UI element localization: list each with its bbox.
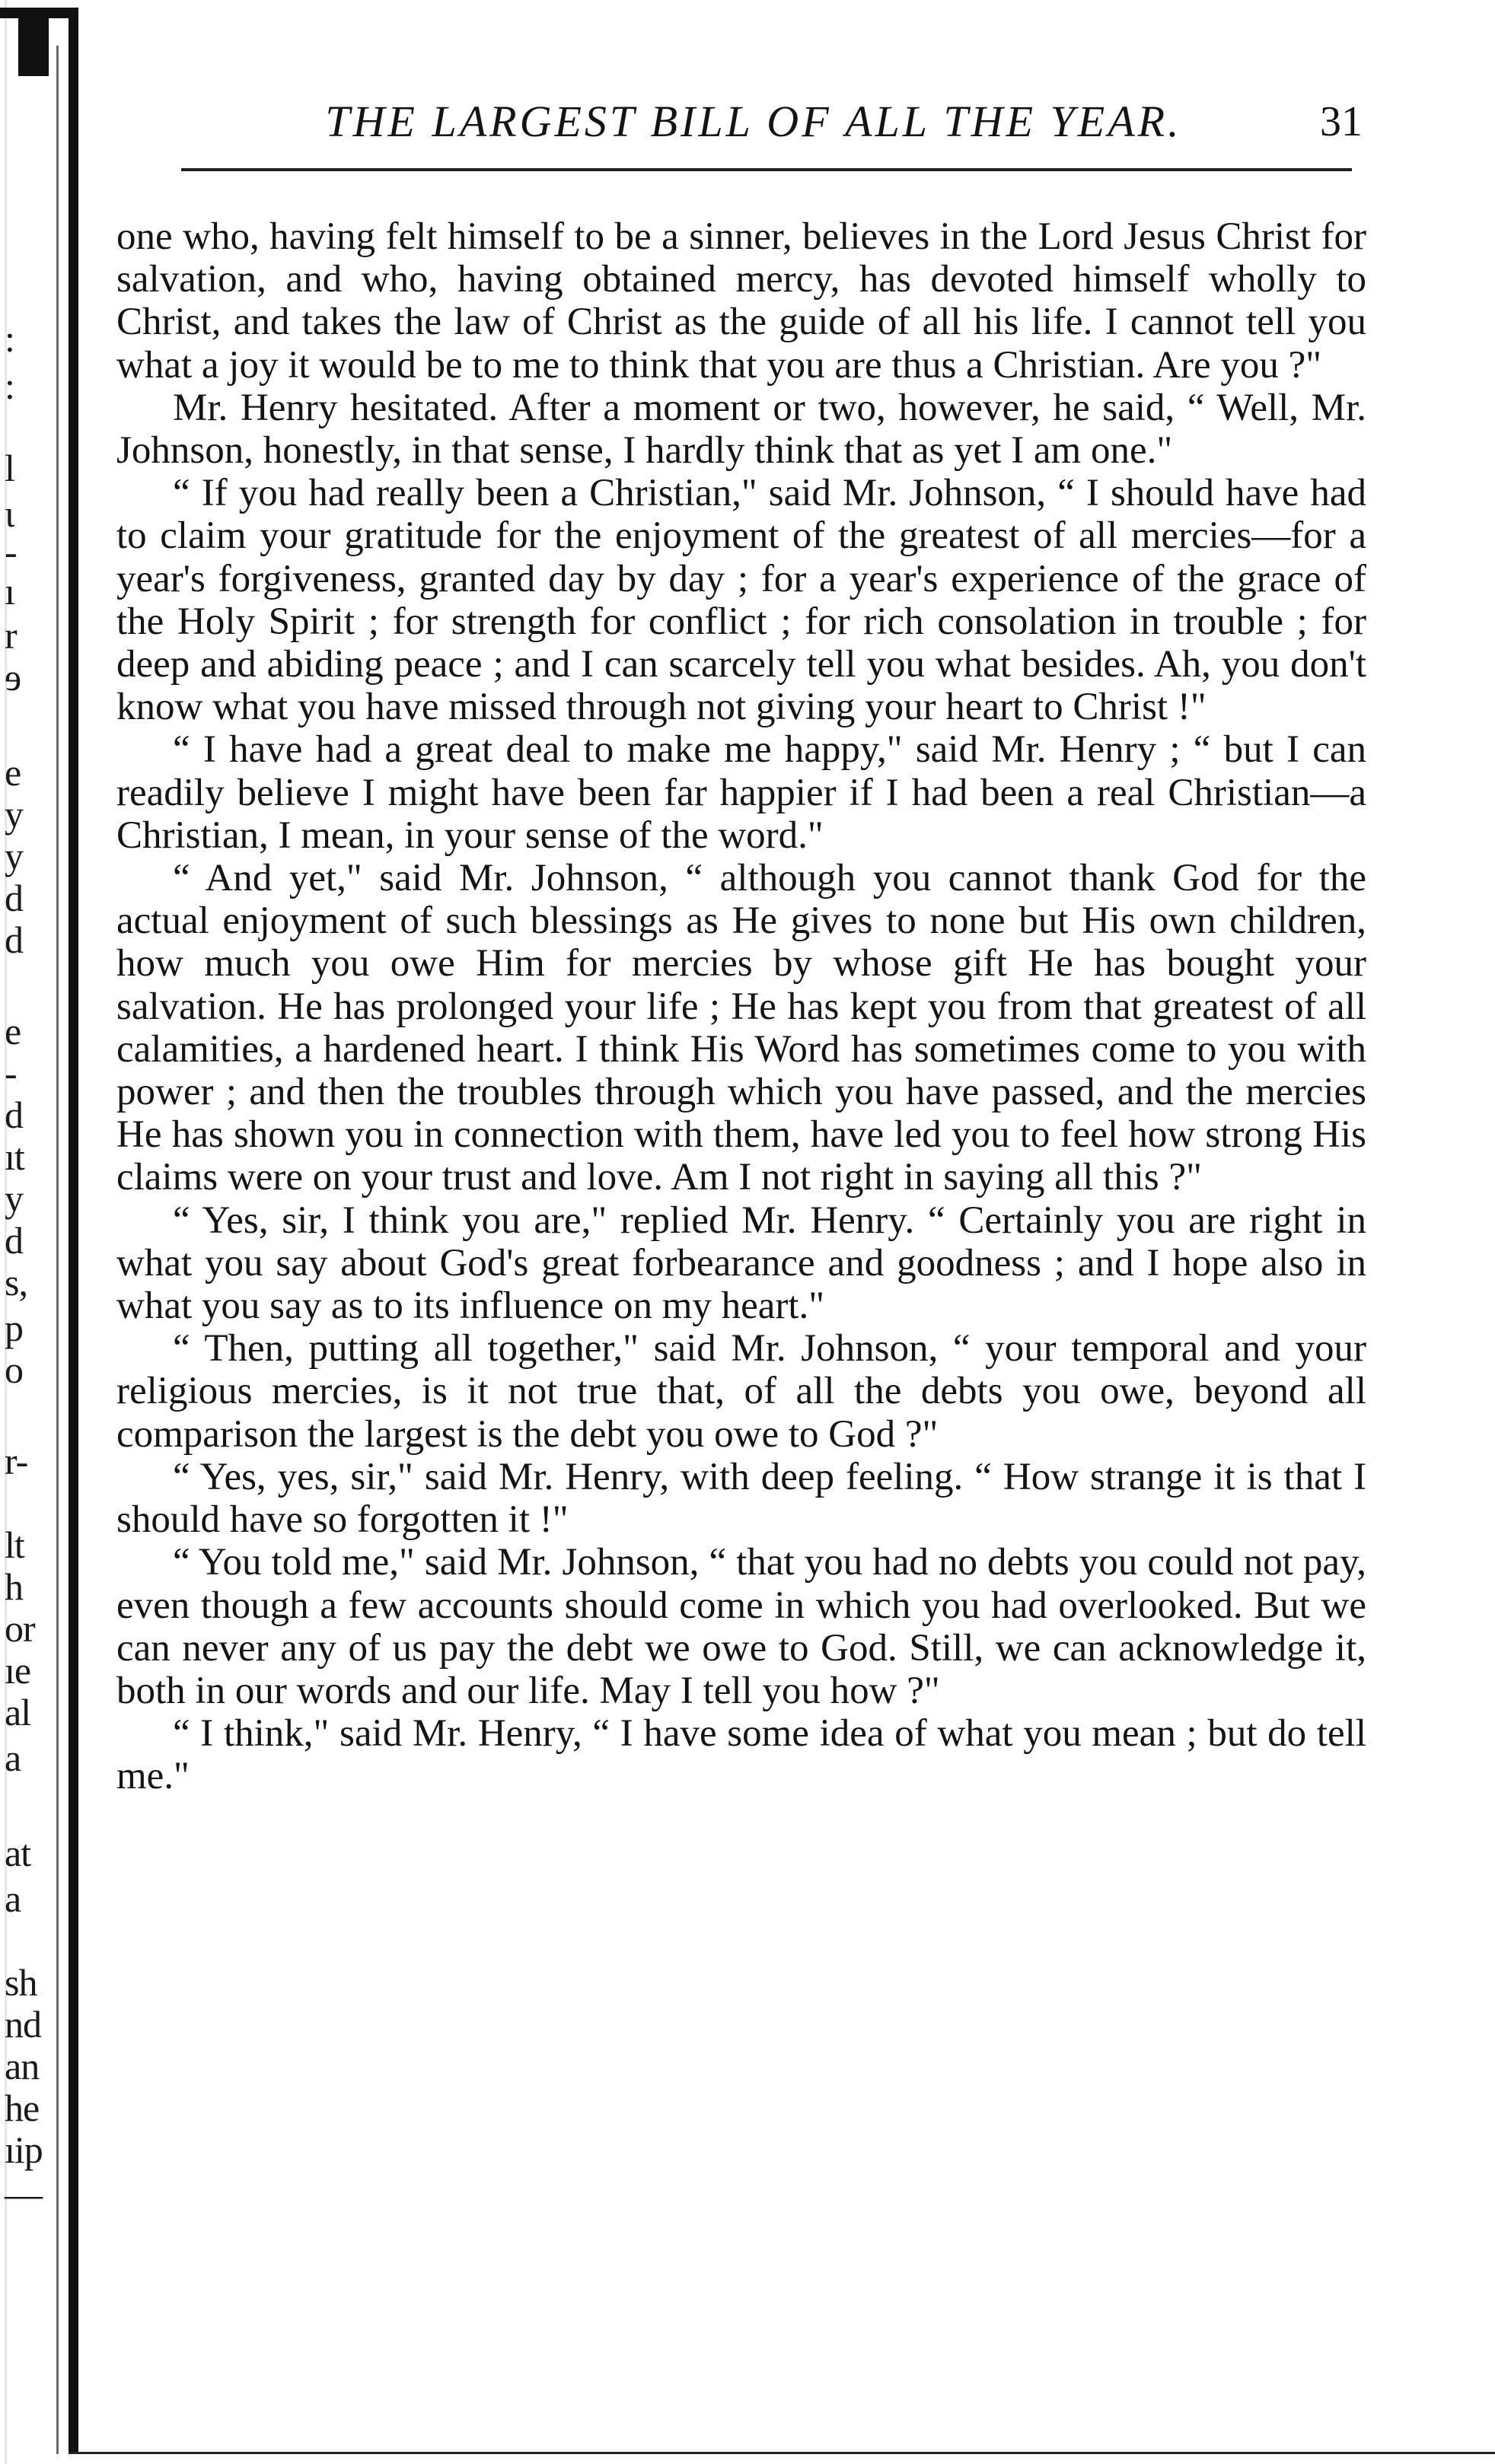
facing-fragment: r- [5,1440,28,1482]
paragraph: “ Yes, sir, I think you are," replied Mr. Henry. “ Certainly you are right in what you say about God's great forbearance and goodness ; and I hope also in what you say as to its influence on my heart." [116,1199,1366,1328]
facing-fragment: d [5,1219,23,1262]
body-text [116,215,1366,1798]
facing-fragment: ıe [5,1649,31,1692]
facing-fragment: - [5,530,17,573]
facing-fragment: d [5,877,23,919]
facing-fragment: d [5,1094,23,1136]
bottom-edge-rule [69,2452,1495,2454]
facing-fragment: ı [5,570,14,613]
page-number: 31 [1320,98,1363,145]
facing-fragment: sh [5,1961,37,2004]
paragraph: “ I think," said Mr. Henry, “ I have some idea of what you mean ; but do tell me." [116,1712,1366,1798]
paragraph: “ If you had really been a Christian," said Mr. Johnson, “ I should have had to claim your gratitude for the enjoyment of the greatest of all mercies—for a year's forgiveness, granted day by day ; for a year's experience of the grace of the Holy Spirit ; for strength for conflict ; for rich consolation in trouble ; for deep and abiding peace ; and I can scarcely tell you what besides. Ah, you don't know what you have missed through not giving your heart to Christ !" [116,472,1366,729]
facing-fragment: he [5,2087,40,2129]
facing-fragment: ıt [5,1135,24,1178]
facing-fragment: e [5,1010,21,1052]
facing-fragment: nd [5,2003,41,2045]
facing-fragment: d [5,918,23,961]
facing-fragment: p [5,1307,23,1349]
paragraph: “ And yet," said Mr. Johnson, “ although you cannot thank God for the actual enjoyment of such blessings as He gives to none but His own children, how much you owe Him for mercies by whose gift He has bought your salvation. He has prolonged your life ; He has kept you from that greatest of all calamities, a hardened heart. I think His Word has sometimes come to you with power ; and then the troubles through which you have passed, and the mercies He has shown you in connection with them, have led you to feel how strong His claims were on your trust and love. Am I not right in saying all this ?" [116,857,1366,1199]
facing-fragment: e [5,751,21,794]
paragraph: one who, having felt himself to be a sinner, believes in the Lord Jesus Christ for salvation, and who, having obtained mercy, has devoted himself wholly to Christ, and takes the law of Christ as the guide of all his life. I cannot tell you what a joy it would be to me to think that you are thus a Christian. Are you ?" [116,215,1366,387]
facing-fragment: — [5,2173,42,2215]
facing-fragment: lt [5,1523,24,1566]
binding-edge [69,8,78,2454]
facing-fragment: - [5,1052,17,1094]
paragraph: “ You told me," said Mr. Johnson, “ that you had no debts you could not pay, even though a few accounts should come in which you had overlooked. But we can never any of us pay the debt we owe to God. Still, we can acknowledge it, both in our words and our life. May I tell you how ?" [116,1541,1366,1712]
paragraph: “ I have had a great deal to make me happy," said Mr. Henry ; “ but I can readily believe I might have been far happier if I had been a real Christian—a Christian, I mean, in your sense of the word." [116,728,1366,857]
facing-fragment: al [5,1691,31,1733]
facing-fragment: r [5,614,17,657]
facing-fragment: y [5,835,23,877]
running-head: THE LARGEST BILL OF ALL THE YEAR. [325,97,1182,146]
facing-fragment: ıip [5,2128,43,2171]
facing-fragment: a [5,1877,21,1920]
facing-fragment: an [5,2045,40,2087]
binding-edge-corner [18,8,49,76]
facing-fragment: ɘ [5,656,21,699]
facing-fragment: : [5,317,14,360]
facing-fragment: o [5,1348,23,1391]
facing-fragment: s, [5,1261,27,1304]
header-rule [181,168,1352,171]
facing-fragment: at [5,1832,31,1874]
facing-fragment: y [5,793,23,836]
facing-fragment: a [5,1737,21,1779]
facing-fragment: y [5,1177,23,1220]
paragraph: “ Then, putting all together," said Mr. Johnson, “ your temporal and your religious mercies, is it not true that, of all the debts you owe, beyond all comparison the largest is the debt you owe to God ?" [116,1327,1366,1456]
facing-fragment: or [5,1607,35,1650]
facing-fragment: ι [5,492,14,535]
paragraph: Mr. Henry hesitated. After a moment or two, however, he said, “ Well, Mr. Johnson, honestly, in that sense, I hardly think that as yet I am one." [116,386,1366,473]
facing-fragment: : [5,365,14,407]
paragraph: “ Yes, yes, sir," said Mr. Henry, with deep feeling. “ How strange it is that I should have so forgotten it !" [116,1455,1366,1542]
facing-fragment: h [5,1565,23,1608]
facing-fragment: l [5,447,14,489]
